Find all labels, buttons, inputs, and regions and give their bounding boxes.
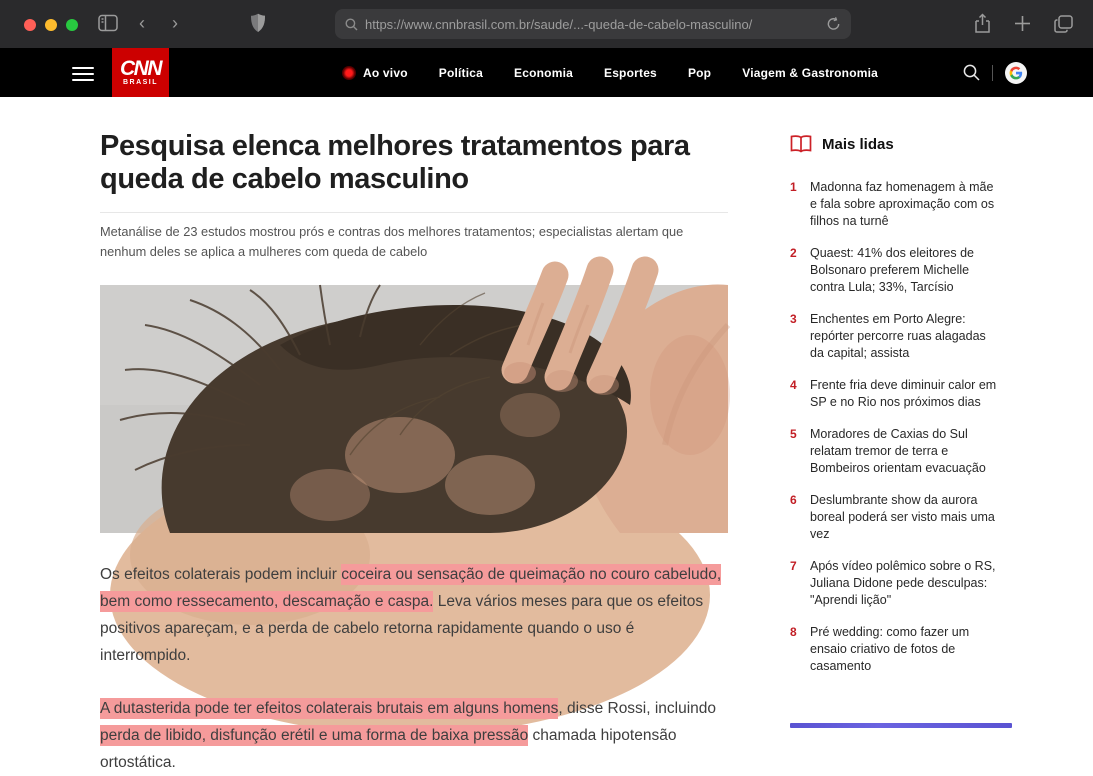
browser-toolbar [0,0,1093,48]
paragraph-text: Leva vários meses para que os efeitos positivos apareçam, e a perda de cabelo retorna rapidamente quando o uso é interrompido. [100,593,704,664]
most-read-header [790,135,1015,153]
most-read-item-2[interactable] [790,245,1015,296]
nav-right-cluster [963,48,1027,97]
most-read-item-3[interactable] [790,311,1015,362]
close-window-button[interactable] [24,19,36,31]
url-text: https://www.cnnbrasil.com.br/saude/...-queda-de-cabelo-masculino/ [365,16,753,32]
highlighted-text: coceira ou sensação de queimação no couro cabeludo, bem como ressecamento, descamação e caspa. [100,566,722,610]
tab-overview-button[interactable] [1054,15,1073,33]
most-read-headline: Deslumbrante show da aurora boreal poderá ser visto mais uma vez [810,493,995,541]
nav-item-label: Viagem & Gastronomia [742,65,879,80]
paragraph-text: Os efeitos colaterais podem incluir [100,566,342,583]
most-read-item-1[interactable] [790,179,1015,230]
nav-item-pop[interactable] [688,66,711,80]
article-subtitle: Metanálise de 23 estudos mostrou prós e contras dos melhores tratamentos; especialistas alertam que nenhum deles se aplica a mulheres com queda de cabelo [100,224,684,259]
address-bar[interactable] [335,9,851,39]
search-icon [345,18,358,31]
nav-item-pol-tica[interactable] [439,66,483,80]
most-read-rank: 5 [790,427,797,441]
most-read-headline: Pré wedding: como fazer um ensaio criativo de fotos de casamento [810,625,970,673]
most-read-headline: Frente fria deve diminuir calor em SP e no Rio nos próximos dias [810,378,997,409]
nav-item-ao-vivo[interactable] [342,66,408,80]
most-read-rank: 2 [790,246,797,260]
new-tab-button[interactable] [1014,15,1031,32]
article-title: Pesquisa elenca melhores tratamentos para queda de cabelo masculino [100,130,690,195]
live-dot-icon [342,66,356,80]
google-g-icon [1009,66,1023,80]
most-read-item-4[interactable] [790,377,1015,411]
nav-item-economia[interactable] [514,66,573,80]
nav-item-viagem-gastronomia[interactable] [742,66,878,80]
privacy-shield-icon[interactable] [250,13,266,33]
article-hero-image [100,285,728,533]
most-read-rank: 3 [790,312,797,326]
zoom-window-button[interactable] [66,19,78,31]
most-read-rank: 4 [790,378,797,392]
reload-button[interactable] [826,16,841,32]
logo-text: CNN [120,56,161,80]
nav-item-label: Esportes [603,65,657,80]
article [100,97,728,776]
nav-item-label: Economia [514,65,573,80]
nav-menu [342,48,878,97]
most-read-item-8[interactable] [790,624,1015,675]
forward-button[interactable]: › [172,13,178,33]
most-read-headline: Enchentes em Porto Alegre: repórter percorre ruas alagadas da capital; assista [810,312,986,360]
most-read-item-7[interactable] [790,558,1015,609]
divider [100,212,728,213]
page-content [0,97,1093,771]
logo-subtext: BRASIL [122,78,159,86]
paragraph-text: chamada hipotensão ortostática. [100,727,677,771]
most-read-item-6[interactable] [790,492,1015,543]
most-read-headline: Madonna faz homenagem à mãe e fala sobre aproximação com os filhos na turnê [810,180,995,228]
most-read-headline: Quaest: 41% dos eleitores de Bolsonaro preferem Michelle contra Lula; 33%, Tarcísio [810,246,974,294]
window-controls [24,19,78,31]
most-read-headline: Moradores de Caxias do Sul relatam tremor de terra e Bombeiros orientam evacuação [810,427,986,475]
most-read-list [790,179,1015,673]
ad-banner-partial[interactable] [790,723,1012,728]
most-read-headline: Após vídeo polêmico sobre o RS, Juliana Didone pede desculpas: "Aprendi lição" [810,559,996,607]
minimize-window-button[interactable] [45,19,57,31]
most-read-rank: 8 [790,625,797,639]
share-button[interactable] [974,13,991,34]
most-read-item-5[interactable] [790,426,1015,477]
site-search-button[interactable] [963,64,980,81]
nav-item-esportes[interactable] [604,66,657,80]
article-paragraph [100,695,728,776]
site-navbar [0,48,1093,97]
most-read-sidebar [790,97,1015,673]
toolbar-right-actions [974,13,1073,34]
paragraph-text: , disse Rossi, incluindo [558,700,717,717]
nav-divider [992,65,993,81]
highlighted-text: perda de libido, disfunção erétil e uma forma de baixa pressão [100,727,529,744]
back-button[interactable]: ‹ [139,13,145,33]
highlighted-text: A dutasterida pode ter efeitos colaterais brutais em alguns homens [100,700,559,717]
open-book-icon [790,135,812,153]
menu-button[interactable] [72,63,94,85]
most-read-rank: 6 [790,493,797,507]
sidebar-toggle-icon[interactable] [98,14,118,32]
most-read-title: Mais lidas [822,135,894,153]
cnn-brasil-logo[interactable] [112,48,169,97]
google-signin-button[interactable] [1005,62,1027,84]
most-read-rank: 1 [790,180,797,194]
most-read-rank: 7 [790,559,797,573]
nav-item-label: Política [438,65,484,80]
nav-item-label: Pop [687,65,712,80]
nav-item-label: Ao vivo [363,65,408,80]
hair-loss-photo [100,285,728,533]
